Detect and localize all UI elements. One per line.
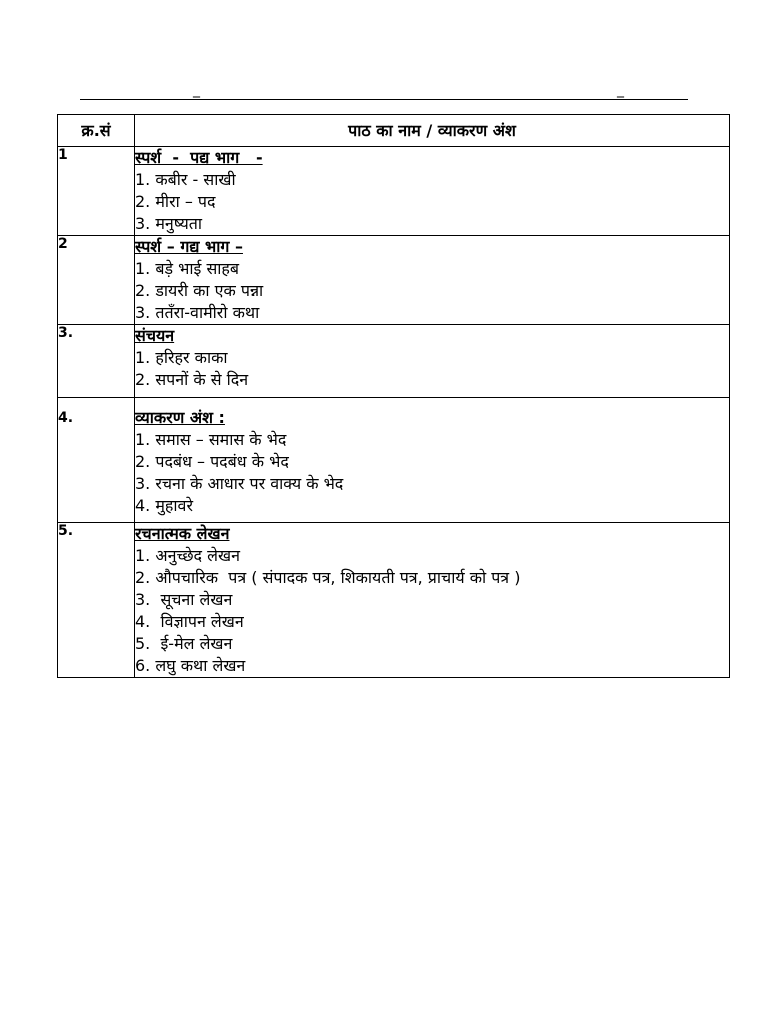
syllabus-table <box>57 114 730 678</box>
serial-number: 2 <box>58 236 135 325</box>
list-item: 3. रचना के आधार पर वाक्य के भेद <box>135 474 344 493</box>
serial-number: 3. <box>58 325 135 398</box>
list-item: 3. ततँरा-वामीरो कथा <box>135 303 260 322</box>
list-item: 1. कबीर - साखी <box>135 170 236 189</box>
table-row <box>58 236 730 325</box>
list-item: 4. विज्ञापन लेखन <box>135 612 244 631</box>
table-row <box>58 325 730 398</box>
list-item: 3. सूचना लेखन <box>135 590 233 609</box>
section-title: स्पर्श - पद्य भाग - <box>135 148 263 167</box>
list-item: 1. बड़े भाई साहब <box>135 259 240 278</box>
section-title: स्पर्श – गद्य भाग – <box>135 237 243 256</box>
header-rule <box>80 99 688 100</box>
section-title: संचयन <box>135 326 175 345</box>
section-title: व्याकरण अंश : <box>135 408 225 427</box>
lesson-cell <box>135 398 730 523</box>
section-title: रचनात्मक लेखन <box>135 524 230 543</box>
serial-number: 5. <box>58 523 135 678</box>
list-item: 3. मनुष्यता <box>135 214 203 233</box>
column-header-lesson: पाठ का नाम / व्याकरण अंश <box>135 115 730 147</box>
lesson-cell <box>135 523 730 678</box>
list-item: 6. लघु कथा लेखन <box>135 656 246 675</box>
serial-number: 4. <box>58 398 135 523</box>
column-header-serial: क्र.सं <box>58 115 135 147</box>
list-item: 2. मीरा – पद <box>135 192 216 211</box>
list-item: 1. समास – समास के भेद <box>135 430 287 449</box>
table-row <box>58 147 730 236</box>
list-item: 2. पदबंध – पदबंध के भेद <box>135 452 289 471</box>
table-row <box>58 398 730 523</box>
header-dash-left: _ <box>193 82 200 98</box>
lesson-cell <box>135 147 730 236</box>
list-item: 5. ई-मेल लेखन <box>135 634 233 653</box>
serial-number: 1 <box>58 147 135 236</box>
table-row <box>58 523 730 678</box>
list-item: 2. औपचारिक पत्र ( संपादक पत्र, शिकायती पत्र, प्राचार्य को पत्र ) <box>135 568 521 587</box>
list-item: 1. अनुच्छेद लेखन <box>135 546 240 565</box>
header-dash-right: _ <box>617 82 624 98</box>
lesson-cell <box>135 325 730 398</box>
list-item: 4. मुहावरे <box>135 496 193 515</box>
list-item: 1. हरिहर काका <box>135 348 228 367</box>
list-item: 2. सपनों के से दिन <box>135 370 249 389</box>
list-item: 2. डायरी का एक पन्ना <box>135 281 264 300</box>
table-header-row <box>58 115 730 147</box>
lesson-cell <box>135 236 730 325</box>
